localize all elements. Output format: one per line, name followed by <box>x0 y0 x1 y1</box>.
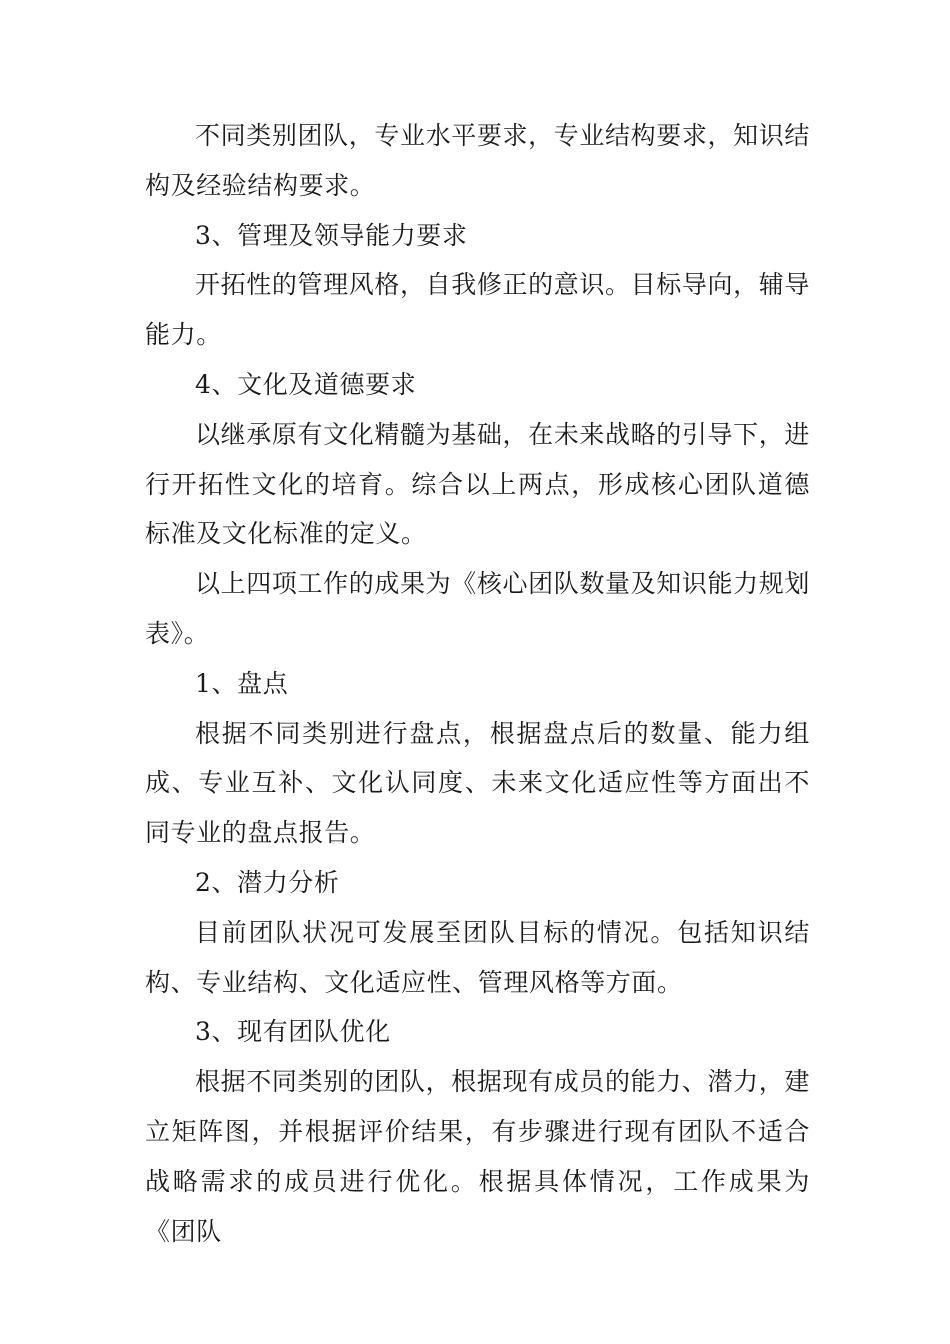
paragraph-culture-cultivation: 以继承原有文化精髓为基础，在未来战略的引导下，进行开拓性文化的培育。综合以上两点，形成核心团队道德标准及文化标准的定义。 <box>145 419 810 549</box>
heading-inventory: 1、盘点 <box>195 668 289 698</box>
heading-management-leadership: 3、管理及领导能力要求 <box>195 220 468 250</box>
heading-team-optimization: 3、现有团队优化 <box>195 1017 391 1047</box>
paragraph-management-style: 开拓性的管理风格，自我修正的意识。目标导向，辅导能力。 <box>145 270 810 350</box>
paragraph-team-optimization: 根据不同类别的团队，根据现有成员的能力、潜力，建立矩阵图，并根据评价结果，有步骤进行现有团队不适合战略需求的成员进行优化。根据具体情况，工作成果为《团队 <box>145 1067 810 1246</box>
document-body <box>145 111 810 1256</box>
paragraph-team-requirements: 不同类别团队，专业水平要求，专业结构要求，知识结构及经验结构要求。 <box>145 121 810 200</box>
paragraph-inventory-report: 根据不同类别进行盘点，根据盘点后的数量、能力组成、专业互补、文化认同度、未来文化适应性等方面出不同专业的盘点报告。 <box>145 718 810 848</box>
paragraph-potential-analysis: 目前团队状况可发展至团队目标的情况。包括知识结构、专业结构、文化适应性、管理风格等方面。 <box>145 917 810 997</box>
heading-culture-ethics: 4、文化及道德要求 <box>195 369 417 399</box>
paragraph-work-result-plan: 以上四项工作的成果为《核心团队数量及知识能力规划表》。 <box>145 569 810 648</box>
heading-potential-analysis: 2、潜力分析 <box>195 867 340 897</box>
